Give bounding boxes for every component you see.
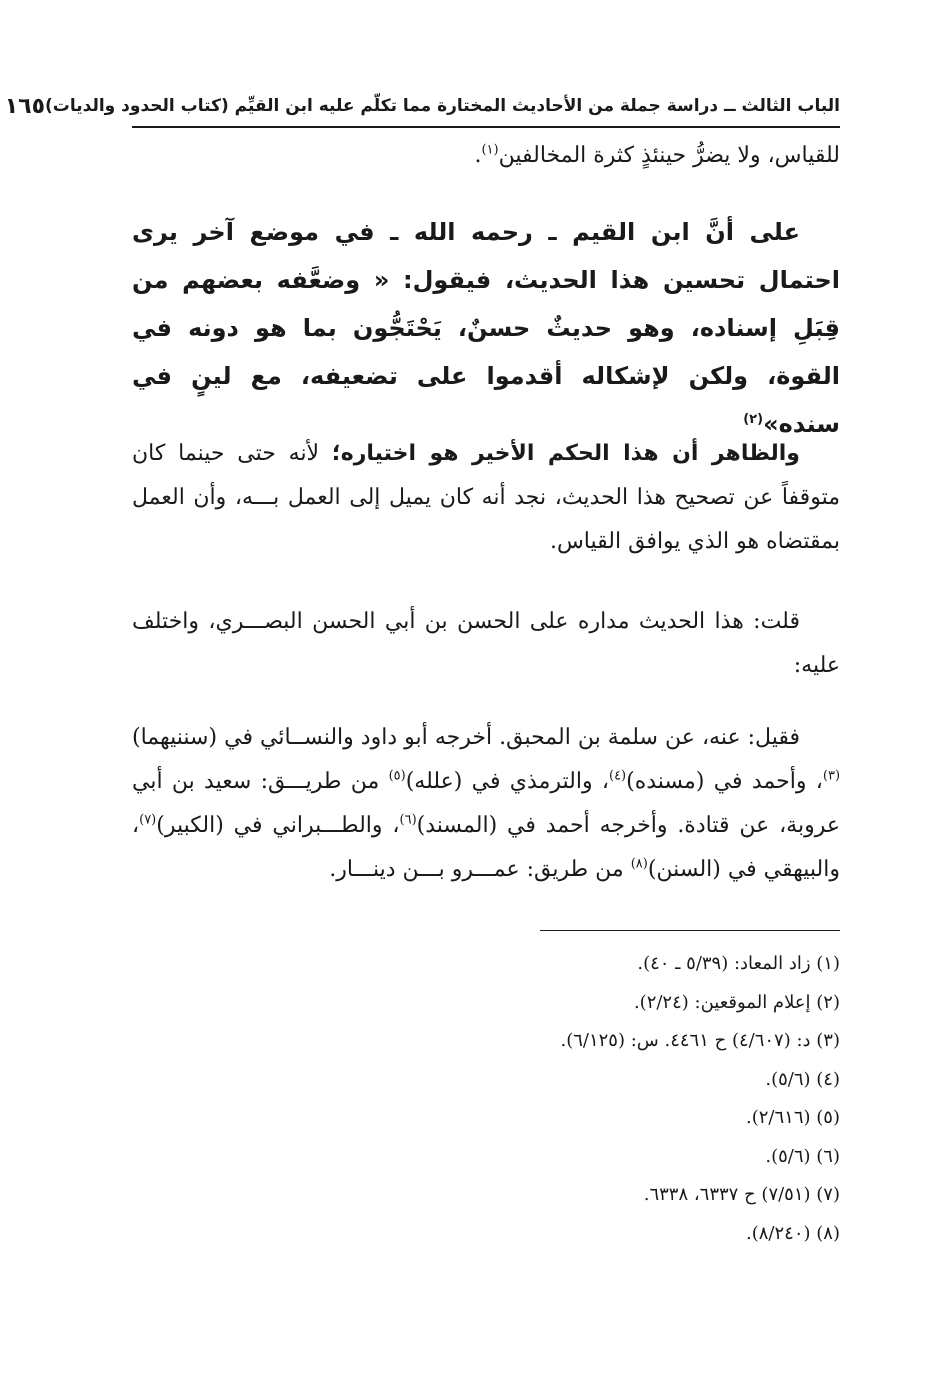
footnote-8: (٨) (٨/٢٤٠). — [746, 1222, 840, 1244]
paragraph-3-lead: والظاهر أن هذا الحكم الأخير هو اختياره؛ — [331, 441, 800, 466]
paragraph-5-part-7: من طريق: عمـــرو بـــن دينـــار. — [329, 857, 631, 882]
footnote-7: (٧) (٧/٥١) ح ٦٣٣٧، ٦٣٣٨. — [643, 1184, 840, 1205]
paragraph-1 — [132, 134, 840, 178]
footnote-2: (٢) إعلام الموقعين: (٢/٢٤). — [633, 991, 840, 1013]
paragraph-5-part-5: ، والطـــبراني في (الكبير) — [156, 813, 400, 838]
paragraph-3-text: لأنه حتى حينما كان متوقفاً عن تصحيح هذا الحديث، نجد أنه كان يميل إلى العمل بـــه، وأن العمل بمقتضاه هو الذي يوافق القياس. — [132, 441, 840, 554]
footnote-4: (٤) (٥/٦). — [765, 1068, 840, 1090]
footnote-6: (٦) (٥/٦). — [765, 1145, 840, 1167]
paragraph-4 — [132, 600, 840, 688]
footnote-ref-2: (٢) — [743, 412, 764, 427]
footnote-ref-6: (٦) — [399, 812, 417, 828]
paragraph-5-part-4: من طريـــق: سعيد بن أبي عروبة، عن قتادة. وأخرجه أحمد في (المسند) — [132, 769, 840, 838]
paragraph-5-part-3: ، والترمذي في (علله) — [405, 769, 609, 794]
paragraph-5-part-1: فقيل: عنه، عن سلمة بن المحبق. أخرجه أبو داود والنســائي في (سننيهما) — [132, 725, 800, 750]
paragraph-3 — [132, 432, 840, 564]
paragraph-5-part-2: ، وأحمد في (مسنده) — [626, 769, 823, 794]
footnote-ref-7: (٧) — [139, 812, 157, 828]
header-rule — [132, 126, 840, 128]
paragraph-1-end: . — [474, 143, 482, 168]
page-number: ١٦٥ — [4, 93, 46, 119]
footnote-ref-3: (٣) — [822, 768, 841, 784]
paragraph-5-part-6: ، والبيهقي في (السنن) — [132, 813, 840, 882]
footnote-ref-5: (٥) — [388, 768, 406, 784]
footnote-ref-4: (٤) — [608, 768, 627, 784]
paragraph-1-text: للقياس، ولا يضرُّ حينئذٍ كثرة المخالفين — [498, 143, 840, 168]
running-title: الباب الثالث ــ دراسة جملة من الأحاديث المختارة مما تكلّم عليه ابن القيِّم (كتاب الحدود والديات) — [45, 96, 840, 116]
paragraph-4-text: قلت: هذا الحديث مداره على الحسن بن أبي الحسن البصـــري، واختلف عليه: — [132, 609, 840, 678]
paragraph-5 — [132, 716, 840, 892]
paragraph-2 — [132, 208, 840, 448]
footnotes-list — [280, 945, 840, 1253]
page-header — [4, 88, 840, 124]
footnote-separator — [540, 930, 840, 931]
footnote-1: (١) زاد المعاد: (٥/٣٩ ـ ٤٠). — [637, 953, 840, 974]
footnote-3: (٣) د: (٤/٦٠٧) ح ٤٤٦١. س: (٦/١٢٥). — [560, 1030, 840, 1051]
footnote-5: (٥) (٢/٦١٦). — [746, 1107, 840, 1128]
footnote-ref-8: (٨) — [630, 856, 648, 872]
footnote-ref-1: (١) — [481, 142, 499, 158]
paragraph-2-text: على أنَّ ابن القيم ـ رحمه الله ـ في موضع آخر يرى احتمال تحسين هذا الحديث، فيقول: « وضعَّفه بعضهم من قِبَلِ إسناده، وهو حديثٌ حسنٌ، يَحْتَجُّون بما هو دونه في القوة، ولكن لإشكاله أقدموا على تضعيفه، مع لينٍ في سنده» — [132, 218, 840, 438]
